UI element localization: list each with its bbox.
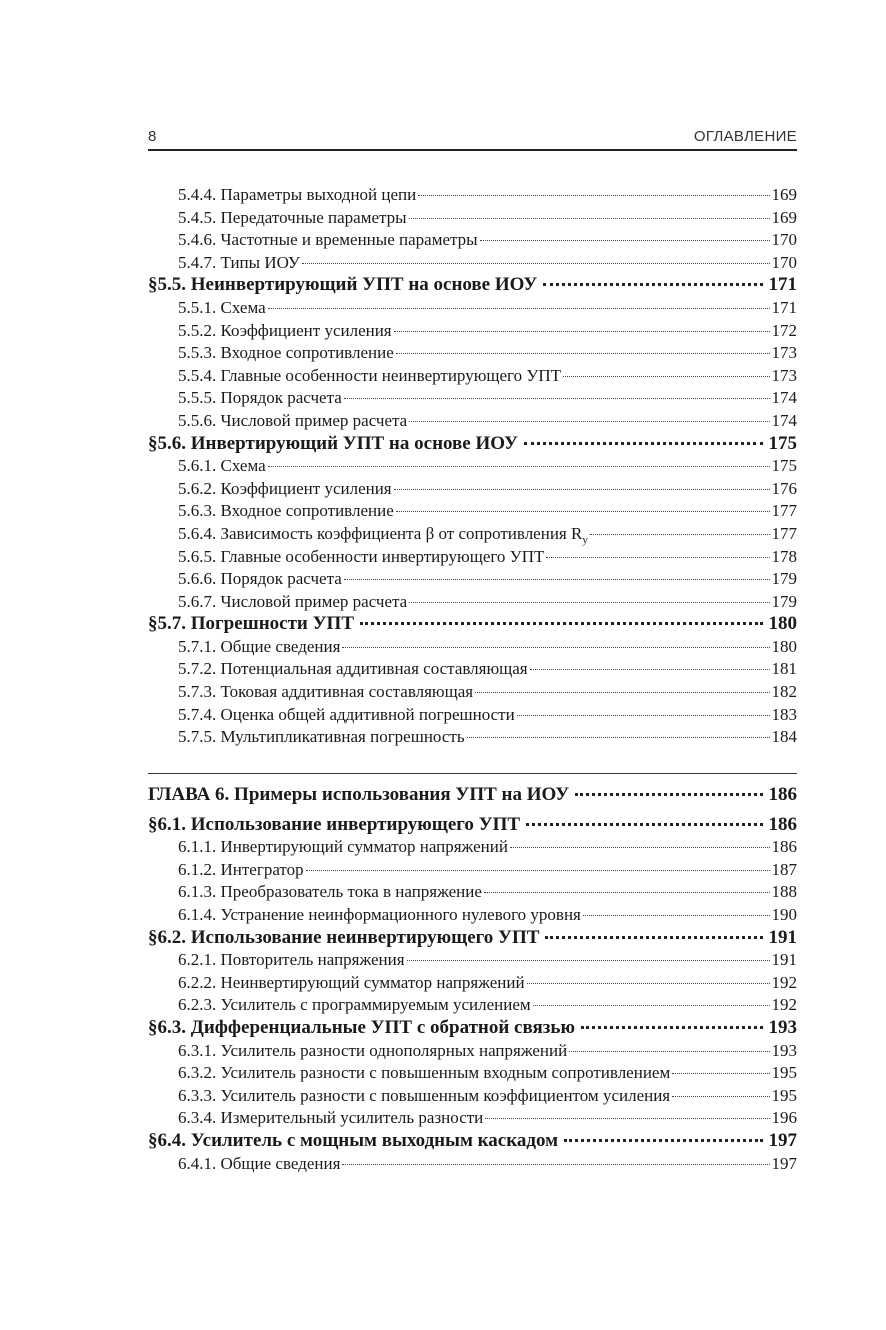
toc-entry-title: 6.3.3. Усилитель разности с повышенным коэффициентом усиления	[178, 1085, 671, 1105]
toc-entry-title: 5.6.2. Коэффициент усиления	[178, 478, 392, 498]
toc-entry-title: §5.5. Неинвертирующий УПТ на основе ИОУ	[148, 274, 538, 296]
toc-page-number: 197	[768, 1129, 797, 1151]
toc-entry-title: 5.5.2. Коэффициент усиления	[178, 320, 392, 340]
toc-subsection-entry[interactable]	[148, 1040, 797, 1063]
toc-page-number: 175	[768, 432, 797, 454]
toc-entry-title: 5.6.7. Числовой пример расчета	[178, 591, 408, 611]
toc-subsection-entry[interactable]	[148, 994, 797, 1017]
toc-page-number: 170	[771, 252, 797, 272]
dot-leader	[545, 936, 762, 939]
dot-leader	[546, 557, 769, 558]
toc-page-number: 191	[768, 926, 797, 948]
toc-page-number: 197	[771, 1153, 797, 1173]
toc-section-entry[interactable]	[148, 1130, 797, 1153]
toc-entry-title: 5.7.4. Оценка общей аддитивной погрешности	[178, 704, 515, 724]
toc-page-number: 177	[771, 501, 797, 521]
toc-subsection-entry[interactable]	[148, 184, 797, 207]
toc-entry-title: §5.6. Инвертирующий УПТ на основе ИОУ	[148, 432, 518, 454]
dot-leader	[563, 376, 769, 377]
toc-page-number: 180	[768, 613, 797, 635]
toc-entry-title: §6.4. Усилитель с мощным выходным каскадом	[148, 1129, 559, 1151]
toc-entry-title: 6.1.3. Преобразователь тока в напряжение	[178, 882, 482, 902]
toc-page-number: 190	[771, 904, 797, 924]
dot-leader	[268, 466, 770, 467]
toc-subsection-entry[interactable]	[148, 252, 797, 275]
toc-section-entry[interactable]	[148, 784, 797, 807]
toc-chapter-6	[148, 784, 797, 1175]
dot-leader	[590, 534, 770, 535]
toc-subsection-entry[interactable]	[148, 704, 797, 727]
toc-page-number: 192	[771, 972, 797, 992]
toc-entry-title: 5.5.4. Главные особенности неинвертирующего УПТ	[178, 365, 562, 385]
toc-entry-title: 6.1.4. Устранение неинформационного нулевого уровня	[178, 904, 581, 924]
toc-page-number: 186	[771, 837, 797, 857]
dot-leader	[480, 240, 770, 241]
toc-page-number: 195	[771, 1063, 797, 1083]
dot-leader	[394, 489, 770, 490]
toc-section-entry[interactable]	[148, 433, 797, 456]
toc-page-number: 196	[771, 1108, 797, 1128]
toc-page-number: 175	[771, 456, 797, 476]
dot-leader	[306, 870, 770, 871]
toc-entry-title: 5.7.1. Общие сведения	[178, 636, 341, 656]
toc-page-number: 195	[771, 1085, 797, 1105]
dot-leader	[342, 1164, 769, 1165]
toc-entry-title: 5.5.6. Числовой пример расчета	[178, 410, 408, 430]
toc-subsection-entry[interactable]	[148, 836, 797, 859]
toc-page-number: 191	[771, 950, 797, 970]
dot-leader	[575, 793, 762, 796]
dot-leader	[485, 1118, 769, 1119]
toc-entry-title: 5.5.5. Порядок расчета	[178, 388, 342, 408]
toc-page-number: 186	[768, 813, 797, 835]
toc-subsection-entry[interactable]	[148, 904, 797, 927]
toc-chapter-5-continued	[148, 184, 797, 749]
toc-subsection-entry[interactable]	[148, 881, 797, 904]
toc-entry-title: 6.2.2. Неинвертирующий сумматор напряжений	[178, 972, 525, 992]
dot-leader	[302, 263, 770, 264]
toc-page-number: 171	[771, 297, 797, 317]
toc-entry-title: 5.5.3. Входное сопротивление	[178, 343, 394, 363]
toc-page-number: 176	[771, 478, 797, 498]
toc-page-number: 193	[768, 1016, 797, 1038]
toc-entry-title: 5.7.3. Токовая аддитивная составляющая	[178, 682, 474, 702]
toc-entry-title: 6.2.3. Усилитель с программируемым усилением	[178, 995, 531, 1015]
dot-leader	[526, 823, 762, 826]
toc-subsection-entry[interactable]	[148, 455, 797, 478]
toc-subsection-entry[interactable]	[148, 387, 797, 410]
toc-page-number: 179	[771, 591, 797, 611]
toc-entry-title: 5.5.1. Схема	[178, 297, 266, 317]
toc-page-number: 169	[771, 185, 797, 204]
dot-leader	[409, 218, 770, 219]
dot-leader	[409, 602, 769, 603]
toc-entry-title: 5.6.5. Главные особенности инвертирующего УПТ	[178, 546, 545, 566]
toc-page-number: 174	[771, 410, 797, 430]
toc-entry-subscript: у	[582, 533, 588, 546]
toc-entry-title: 5.7.5. Мультипликативная погрешность	[178, 727, 465, 747]
toc-entry-title: 5.4.5. Передаточные параметры	[178, 207, 407, 227]
dot-leader	[394, 331, 770, 332]
dot-leader	[484, 892, 770, 893]
toc-subsection-entry[interactable]	[148, 636, 797, 659]
dot-leader	[533, 1005, 770, 1006]
toc-subsection-entry[interactable]	[148, 410, 797, 433]
dot-leader	[524, 442, 763, 445]
dot-leader	[517, 715, 770, 716]
header-rule	[148, 149, 797, 151]
toc-subsection-entry[interactable]	[148, 568, 797, 591]
toc-page-number: 171	[768, 274, 797, 296]
toc-entry-title: §6.2. Использование неинвертирующего УПТ	[148, 926, 540, 948]
toc-subsection-entry[interactable]	[148, 681, 797, 704]
dot-leader	[581, 1026, 763, 1029]
dot-leader	[543, 283, 762, 286]
toc-page-number: 187	[771, 859, 797, 879]
toc-page-number: 178	[771, 546, 797, 566]
toc-section-entry[interactable]	[148, 927, 797, 950]
toc-entry-title: 5.6.3. Входное сопротивление	[178, 501, 394, 521]
dot-leader	[268, 308, 770, 309]
dot-leader	[467, 737, 770, 738]
toc-entry-title: 5.4.7. Типы ИОУ	[178, 252, 300, 272]
dot-leader	[475, 692, 769, 693]
toc-entry-title: 5.7.2. Потенциальная аддитивная составляющая	[178, 659, 528, 679]
toc-page-number: 184	[771, 727, 797, 747]
toc-page-number: 193	[771, 1040, 797, 1060]
page-number: 8	[148, 128, 157, 145]
toc-entry-title: 5.4.6. Частотные и временные параметры	[178, 230, 478, 250]
dot-leader	[564, 1139, 762, 1142]
toc-entry-title: 5.6.1. Схема	[178, 456, 266, 476]
toc-subsection-entry[interactable]	[148, 1062, 797, 1085]
toc-subsection-entry[interactable]	[148, 1107, 797, 1130]
toc-entry-title: 6.1.1. Инвертирующий сумматор напряжений	[178, 837, 508, 857]
dot-leader	[344, 398, 770, 399]
toc-page-number: 181	[771, 659, 797, 679]
toc-entry-title: 6.3.2. Усилитель разности с повышенным входным сопротивлением	[178, 1063, 671, 1083]
toc-entry-title: 6.3.4. Измерительный усилитель разности	[178, 1108, 484, 1128]
toc-section-entry[interactable]	[148, 814, 797, 837]
toc-subsection-entry[interactable]	[148, 229, 797, 252]
running-title: ОГЛАВЛЕНИЕ	[693, 128, 797, 145]
toc-page-number: 169	[771, 207, 797, 227]
toc-section-entry[interactable]	[148, 274, 797, 297]
toc-entry-title: 6.2.1. Повторитель напряжения	[178, 950, 405, 970]
dot-leader	[672, 1096, 769, 1097]
toc-subsection-entry[interactable]	[148, 1085, 797, 1108]
toc-page-number: 192	[771, 995, 797, 1015]
toc-subsection-entry[interactable]	[148, 859, 797, 882]
toc-subsection-entry[interactable]	[148, 365, 797, 388]
toc-page-number: 182	[771, 682, 797, 702]
dot-leader	[672, 1073, 769, 1074]
toc-subsection-entry[interactable]	[148, 949, 797, 972]
toc-page-number: 188	[771, 882, 797, 902]
toc-subsection-entry[interactable]	[148, 546, 797, 569]
toc-subsection-entry[interactable]	[148, 297, 797, 320]
dot-leader	[583, 915, 770, 916]
toc-page-number: 174	[771, 388, 797, 408]
toc-subsection-entry[interactable]	[148, 591, 797, 614]
dot-leader	[360, 622, 762, 625]
toc-entry-title: 5.6.4. Зависимость коэффициента β от сопротивления R	[178, 523, 583, 543]
toc-entry-title: §5.7. Погрешности УПТ	[148, 613, 355, 635]
toc-subsection-entry[interactable]	[148, 726, 797, 749]
dot-leader	[418, 195, 769, 196]
toc-subsection-entry[interactable]	[148, 478, 797, 501]
toc-subsection-entry[interactable]	[148, 500, 797, 523]
toc-page-number: 179	[771, 569, 797, 589]
toc-section-entry[interactable]	[148, 613, 797, 636]
dot-leader	[510, 847, 770, 848]
toc-entry-title: ГЛАВА 6. Примеры использования УПТ на ИОУ	[148, 784, 570, 805]
running-header	[148, 126, 797, 150]
dot-leader	[344, 579, 770, 580]
toc-section-entry[interactable]	[148, 1017, 797, 1040]
dot-leader	[396, 511, 770, 512]
chapter-separator-rule	[148, 773, 797, 774]
dot-leader	[396, 353, 770, 354]
toc-subsection-entry[interactable]	[148, 320, 797, 343]
toc-subsection-entry[interactable]	[148, 523, 797, 546]
toc-entry-title: 5.4.4. Параметры выходной цепи	[178, 185, 417, 204]
toc-subsection-entry[interactable]	[148, 972, 797, 995]
toc-entry-title: 6.4.1. Общие сведения	[178, 1153, 341, 1173]
toc-page-number: 172	[771, 320, 797, 340]
toc-subsection-entry[interactable]	[148, 342, 797, 365]
toc-subsection-entry[interactable]	[148, 658, 797, 681]
toc-page-number: 180	[771, 636, 797, 656]
dot-leader	[530, 669, 770, 670]
dot-leader	[527, 983, 770, 984]
toc-subsection-entry[interactable]	[148, 207, 797, 230]
toc-subsection-entry[interactable]	[148, 1153, 797, 1176]
toc-page-number: 177	[771, 523, 797, 543]
toc-page-number: 183	[771, 704, 797, 724]
toc-entry-title: 5.6.6. Порядок расчета	[178, 569, 342, 589]
toc-entry-title: 6.1.2. Интегратор	[178, 859, 304, 879]
toc-entry-title: §6.3. Дифференциальные УПТ с обратной связью	[148, 1016, 575, 1038]
toc-page-number: 170	[771, 230, 797, 250]
dot-leader	[342, 647, 769, 648]
toc-page-number: 173	[771, 343, 797, 363]
dot-leader	[569, 1051, 769, 1052]
dot-leader	[407, 960, 770, 961]
toc-entry-title: §6.1. Использование инвертирующего УПТ	[148, 813, 521, 835]
dot-leader	[409, 421, 769, 422]
toc-page-number: 186	[768, 784, 797, 805]
toc-entry-title: 6.3.1. Усилитель разности однополярных напряжений	[178, 1040, 568, 1060]
toc-page-number: 173	[771, 365, 797, 385]
